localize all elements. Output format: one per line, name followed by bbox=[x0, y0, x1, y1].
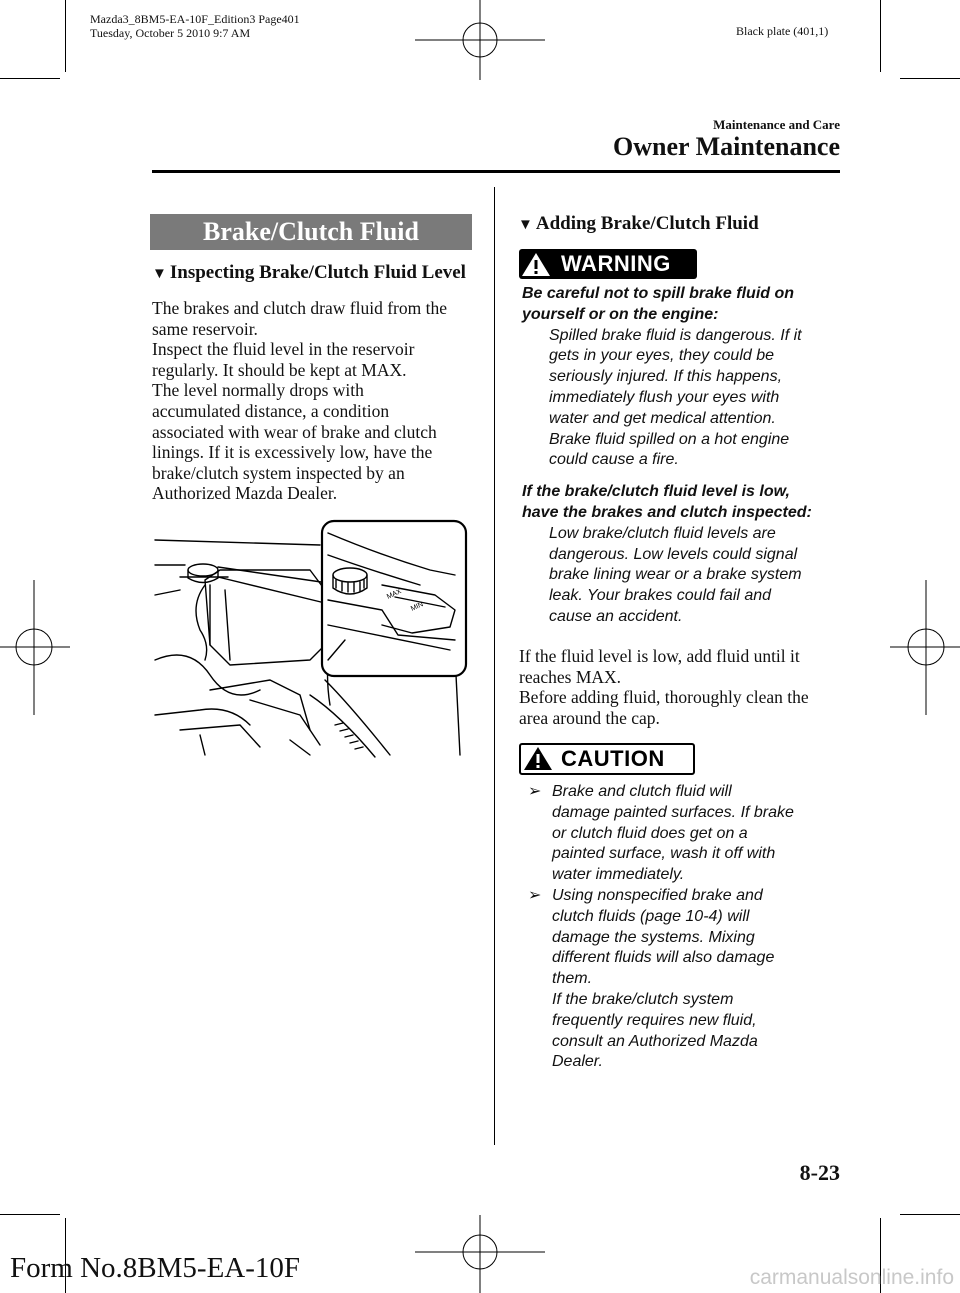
warning-triangle-icon bbox=[519, 249, 553, 279]
warning-body bbox=[522, 524, 847, 628]
registration-mark-left bbox=[0, 580, 70, 715]
body-line: associated with wear of brake and clutch bbox=[152, 421, 437, 442]
plate-info: Black plate (401,1) bbox=[736, 24, 829, 38]
header-rule bbox=[152, 170, 840, 173]
warning-body-line: leak. Your brakes could fail and bbox=[549, 587, 772, 605]
caution-line: damage the systems. Mixing bbox=[552, 928, 755, 946]
header-title: Owner Maintenance bbox=[613, 132, 840, 161]
min-mark-label: MIN bbox=[409, 601, 425, 613]
registration-mark-right bbox=[890, 580, 960, 715]
arrow-bullet-icon: ➢ bbox=[528, 886, 542, 904]
caution-line: Using nonspecified brake and bbox=[552, 886, 763, 904]
warning-heading bbox=[522, 482, 847, 524]
warning-body-line: Spilled brake fluid is dangerous. If it bbox=[549, 326, 802, 344]
caution-line: If the brake/clutch system bbox=[552, 990, 734, 1008]
body-line: The level normally drops with bbox=[152, 380, 364, 401]
right-body bbox=[519, 646, 849, 728]
warning-heading-line: Be careful not to spill brake fluid on bbox=[522, 285, 795, 302]
header-section: Maintenance and Care bbox=[713, 117, 840, 132]
registration-mark-top bbox=[415, 0, 545, 80]
caution-line: them. bbox=[552, 970, 593, 988]
body-line: Authorized Mazda Dealer. bbox=[152, 483, 338, 504]
print-job-info bbox=[90, 12, 300, 40]
caution-item bbox=[522, 886, 847, 1073]
body-line: brake/clutch system inspected by an bbox=[152, 462, 405, 483]
warning-body-line: brake lining wear or a brake system bbox=[549, 566, 802, 584]
body-line: linings. If it is excessively low, have the bbox=[152, 442, 433, 463]
body-line: Before adding fluid, thoroughly clean the bbox=[519, 687, 809, 708]
left-subheading bbox=[152, 262, 482, 284]
caution-line: Dealer. bbox=[552, 1053, 603, 1071]
warning-body bbox=[522, 326, 847, 472]
caution-line: water immediately. bbox=[552, 866, 685, 884]
warning-body-line: Low brake/clutch fluid levels are bbox=[549, 524, 776, 542]
right-subheading-text: Adding Brake/Clutch Fluid bbox=[535, 213, 759, 234]
caution-line: clutch fluids (page 10-4) will bbox=[552, 907, 750, 925]
caution-line: different fluids will also damage bbox=[552, 949, 775, 967]
print-job-line-2: Tuesday, October 5 2010 9:7 AM bbox=[90, 26, 251, 40]
watermark: carmanualsonline.info bbox=[749, 1266, 954, 1289]
caution-line: damage painted surfaces. If brake bbox=[552, 803, 794, 821]
warning-body-line: water and get medical attention. bbox=[549, 409, 776, 427]
caution-line: frequently requires new fluid, bbox=[552, 1011, 757, 1029]
warning-body-line: Brake fluid spilled on a hot engine bbox=[549, 430, 790, 448]
caution-line: consult an Authorized Mazda bbox=[552, 1032, 758, 1050]
page-number: 8-23 bbox=[799, 1160, 840, 1185]
caution-line: Brake and clutch fluid will bbox=[552, 783, 732, 800]
triangle-bullet-icon: ▼ bbox=[518, 217, 533, 233]
warning-heading-line: If the brake/clutch fluid level is low, bbox=[522, 483, 790, 501]
caution-line: or clutch fluid does get on a bbox=[552, 824, 748, 842]
column-divider bbox=[494, 187, 495, 1145]
caution-list bbox=[522, 782, 847, 1073]
body-line: regularly. It should be kept at MAX. bbox=[152, 359, 407, 380]
body-line: area around the cap. bbox=[519, 707, 660, 728]
right-subheading bbox=[518, 213, 848, 235]
warning-body-line: immediately flush your eyes with bbox=[549, 388, 780, 406]
caution-line: painted surface, wash it off with bbox=[552, 845, 776, 863]
caution-item bbox=[522, 782, 847, 886]
body-line: The brakes and clutch draw fluid from the bbox=[152, 298, 447, 318]
caution-label: CAUTION bbox=[561, 746, 665, 771]
left-body bbox=[152, 298, 482, 504]
print-job-line-1: Mazda3_8BM5-EA-10F_Edition3 Page401 bbox=[90, 12, 300, 26]
warning-heading-line: have the brakes and clutch inspected: bbox=[522, 503, 812, 521]
body-line: reaches MAX. bbox=[519, 666, 622, 687]
section-title: Brake/Clutch Fluid bbox=[150, 214, 472, 250]
warning-body-line: seriously injured. If this happens, bbox=[549, 368, 783, 386]
caution-triangle-icon bbox=[521, 744, 555, 774]
warning-body-line: cause an accident. bbox=[549, 607, 683, 625]
registration-mark-bottom bbox=[415, 1215, 545, 1293]
warning-body-line: gets in your eyes, they could be bbox=[549, 347, 775, 365]
brake-fluid-reservoir-illustration bbox=[150, 515, 470, 760]
arrow-bullet-icon: ➢ bbox=[528, 783, 542, 800]
warning-body-line: could cause a fire. bbox=[549, 451, 679, 469]
body-line: If the fluid level is low, add fluid until it bbox=[519, 646, 800, 666]
body-line: accumulated distance, a condition bbox=[152, 400, 390, 421]
triangle-bullet-icon: ▼ bbox=[152, 266, 167, 282]
warning-badge bbox=[519, 249, 697, 279]
warning-heading bbox=[522, 284, 847, 326]
form-number: Form No.8BM5-EA-10F bbox=[10, 1252, 301, 1284]
warning-heading-line: yourself or on the engine: bbox=[522, 305, 719, 323]
body-line: same reservoir. bbox=[152, 318, 258, 339]
caution-badge bbox=[519, 743, 695, 775]
warning-block bbox=[522, 284, 847, 628]
warning-label: WARNING bbox=[561, 251, 671, 276]
left-subheading-text: Inspecting Brake/Clutch Fluid Level bbox=[169, 262, 466, 283]
max-mark-label: MAX bbox=[385, 588, 403, 601]
body-line: Inspect the fluid level in the reservoir bbox=[152, 339, 415, 360]
warning-body-line: dangerous. Low levels could signal bbox=[549, 545, 798, 563]
